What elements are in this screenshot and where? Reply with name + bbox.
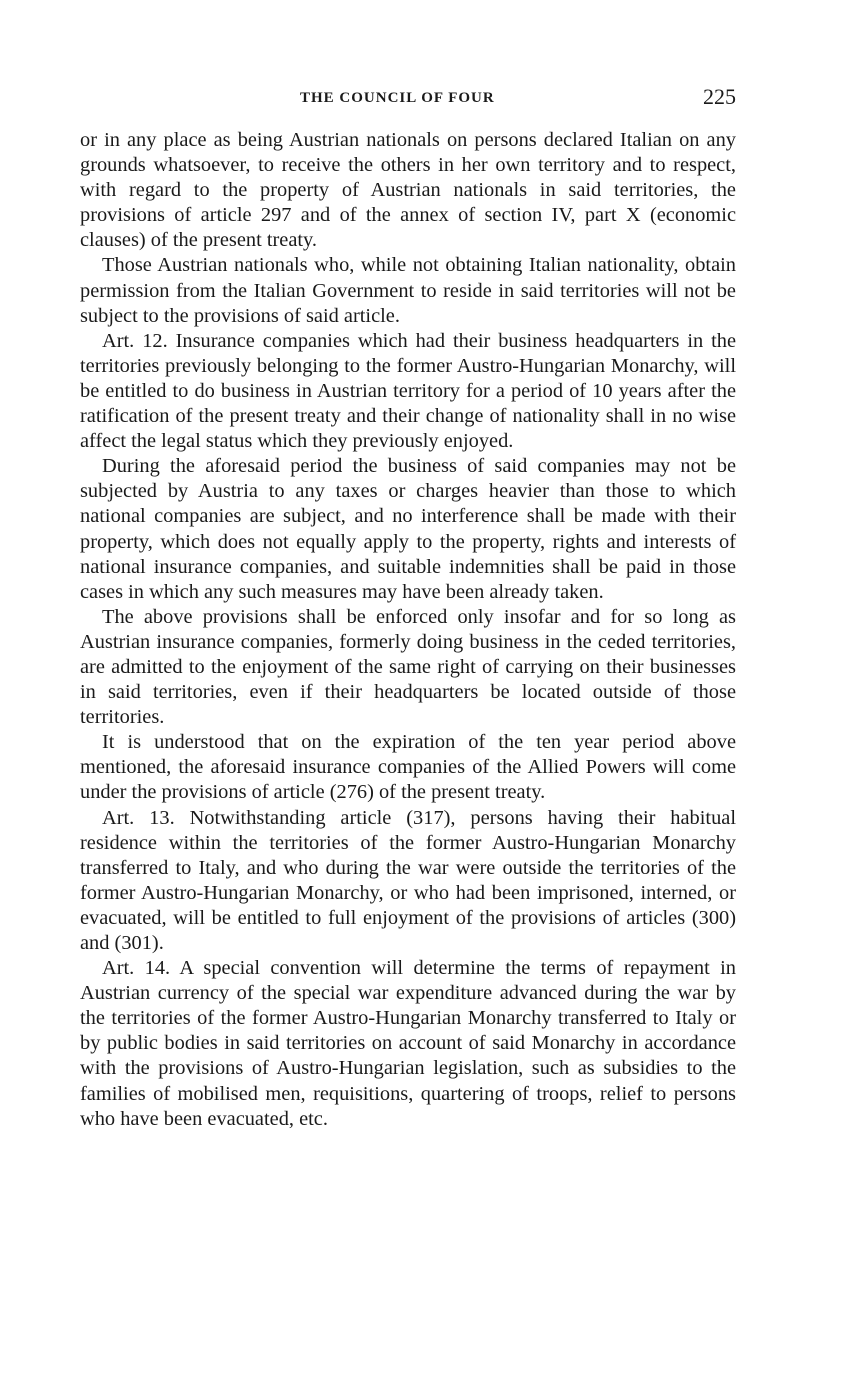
paragraph-above-provisions: The above provisions shall be enforced only insofar and for so long as Austrian insurance companies, formerly doing business in the ceded territories, are admitted to the enjoyment of the same right of carrying on their businesses in said territories, even if their headquarters be located outside of those territories. [80,605,736,729]
paragraph-continuation: or in any place as being Austrian nationals on persons declared Italian on any grounds whatsoever, to receive the others in her own territory and to respect, with regard to the property of Austrian nationals in said territories, the provisions of article 297 and of the annex of section IV, part X (economic clauses) of the present treaty. [80,129,736,252]
running-title: THE COUNCIL OF FOUR [300,90,495,106]
page-number: 225 [703,84,736,109]
paragraph-article-12: Art. 12. Insurance companies which had their business headquarters in the territories previously belonging to the former Austro-Hungarian Monarchy, will be entitled to do business in Austrian territory for a period of 10 years after the ratification of the present treaty and their change of nationality shall in no wise affect the legal status which they previously enjoyed. [80,329,736,453]
running-head [80,84,736,118]
body-text [80,128,736,1132]
paragraph-article-13: Art. 13. Notwithstanding article (317), persons having their habitual residence within the territories of the former Austro-Hungarian Monarchy transferred to Italy, and who during the war were outside the territories of the former Austro-Hungarian Monarchy, or who had been imprisoned, interned, or evacuated, will be entitled to full enjoyment of the provisions of articles (300) and (301). [80,806,736,954]
document-page [80,84,736,1132]
paragraph-ten-year-period: It is understood that on the expiration of the ten year period above mentioned, the aforesaid insurance companies of the Allied Powers will come under the provisions of article (276) of the present treaty. [80,731,736,804]
paragraph-nationality: Those Austrian nationals who, while not obtaining Italian nationality, obtain permission from the Italian Government to reside in said territories will not be subject to the provisions of said article. [80,254,736,327]
paragraph-aforesaid-period: During the aforesaid period the business of said companies may not be subjected by Austria to any taxes or charges heavier than those to which national companies are subject, and no interference shall be made with their property, which does not equally apply to the property, rights and interests of national insurance companies, and suitable indemnities shall be paid in those cases in which any such measures may have been already taken. [80,455,736,603]
paragraph-article-14: Art. 14. A special convention will determine the terms of repayment in Austrian currency of the special war expenditure advanced during the war by the territories of the former Austro-Hungarian Monarchy transferred to Italy or by public bodies in said territories on account of said Monarchy in accordance with the provisions of Austro-Hungarian legislation, such as subsidies to the families of mobilised men, requisitions, quartering of troops, relief to persons who have been evacuated, etc. [80,957,736,1130]
